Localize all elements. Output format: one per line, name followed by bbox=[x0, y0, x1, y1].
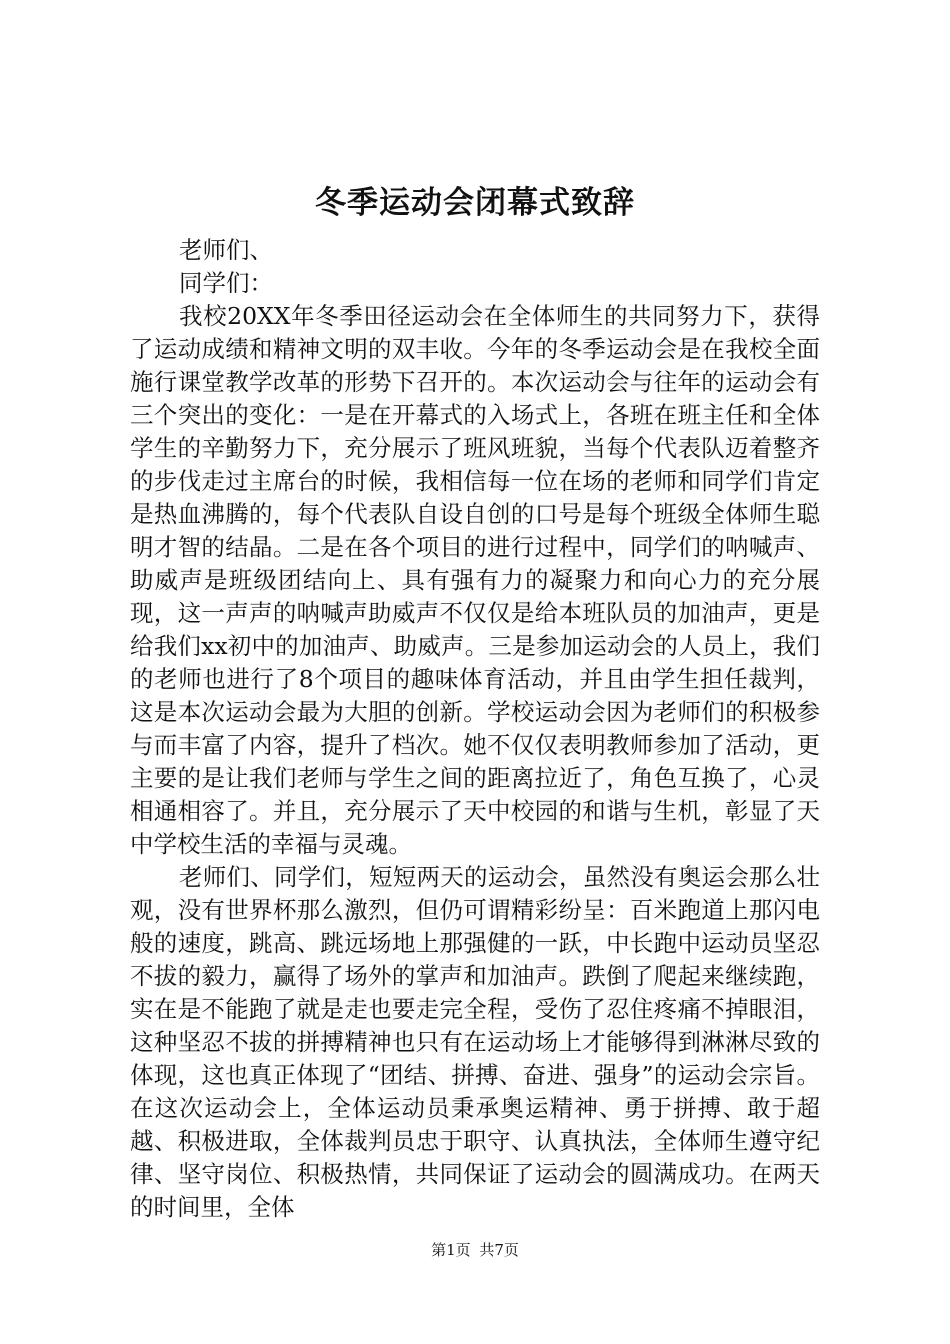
document-body bbox=[130, 234, 820, 1224]
page-number: 第1页 bbox=[431, 1241, 471, 1259]
document-title: 冬季运动会闭幕式致辞 bbox=[315, 185, 635, 221]
page-footer bbox=[0, 1240, 950, 1260]
salutation-teachers: 老师们、 bbox=[179, 236, 273, 264]
paragraph-2: 老师们、同学们，短短两天的运动会，虽然没有奥运会那么壮观，没有世界杯那么激烈，但仍可谓精彩纷呈：百米跑道上那闪电般的速度，跳高、跳远场地上那强健的一跃，中长跑中运动员坚忍不拔的毅力，赢得了场外的掌声和加油声。跌倒了爬起来继续跑，实在是不能跑了就是走也要走完全程，受伤了忍住疼痛不掉眼泪，这种坚忍不拔的拼搏精神也只有在运动场上才能够得到淋淋尽致的体现，这也真正体现了“团结、拼搏、奋进、强身”的运动会宗旨。在这次运动会上，全体运动员秉承奥运精神、勇于拼搏、敢于超越、积极进取，全体裁判员忠于职守、认真执法，全体师生遵守纪律、坚守岗位、积极热情，共同保证了运动会的圆满成功。在两天的时间里，全体 bbox=[130, 863, 820, 1221]
page-total: 共7页 bbox=[479, 1241, 519, 1259]
paragraph-1: 我校20XX年冬季田径运动会在全体师生的共同努力下，获得了运动成绩和精神文明的双丰收。今年的冬季运动会是在我校全面施行课堂教学改革的形势下召开的。本次运动会与往年的运动会有三个突出的变化：一是在开幕式的入场式上，各班在班主任和全体学生的辛勤努力下，充分展示了班风班貌，当每个代表队迈着整齐的步伐走过主席台的时候，我相信每一位在场的老师和同学们肯定是热血沸腾的，每个代表队自设自创的口号是每个班级全体师生聪明才智的结晶。二是在各个项目的进行过程中，同学们的呐喊声、助威声是班级团结向上、具有强有力的凝聚力和向心力的充分展现，这一声声的呐喊声助威声不仅仅是给本班队员的加油声，更是给我们xx初中的加油声、助威声。三是参加运动会的人员上，我们的老师也进行了8个项目的趣味体育活动，并且由学生担任裁判，这是本次运动会最为大胆的创新。学校运动会因为老师们的积极参与而丰富了内容，提升了档次。她不仅仅表明教师参加了活动，更主要的是让我们老师与学生之间的距离拉近了，角色互换了，心灵相通相容了。并且，充分展示了天中校园的和谐与生机，彰显了天中学校生活的幸福与灵魂。 bbox=[130, 302, 820, 858]
salutation-students: 同学们： bbox=[179, 269, 273, 297]
